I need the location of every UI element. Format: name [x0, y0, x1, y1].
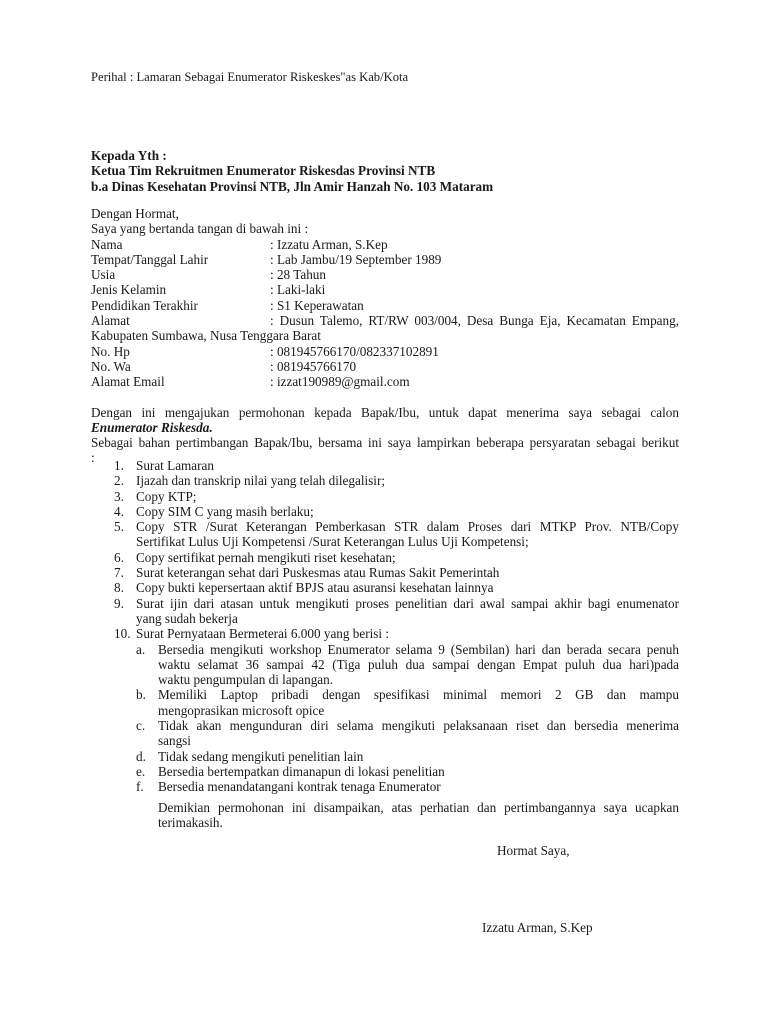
- list-text-cont: Sertifikat Lulus Uji Kompetensi /Surat Keterangan Lulus Uji Kompetensi;: [136, 534, 529, 550]
- list-text: Copy KTP;: [136, 488, 197, 504]
- field-value: : Laki-laki: [270, 282, 326, 298]
- field-label: Jenis Kelamin: [91, 282, 167, 298]
- field-row: [91, 344, 679, 359]
- sublist-letter: a.: [136, 641, 146, 657]
- closing-line-1: Demikian permohonan ini disampaikan, atas perhatian dan pertimbangannya saya ucapkan: [158, 800, 679, 815]
- list-item: [91, 519, 679, 550]
- sublist-letter: f.: [136, 779, 144, 795]
- spacer: [91, 390, 679, 405]
- list-item: [91, 458, 679, 473]
- field-label: Usia: [91, 267, 116, 283]
- list-item: [91, 565, 679, 580]
- paragraph-1-emphasis: Enumerator Riskesda.: [91, 419, 213, 435]
- field-value: : 28 Tahun: [270, 267, 326, 283]
- list-number: 9.: [114, 595, 124, 611]
- field-label: Pendidikan Terakhir: [91, 297, 198, 313]
- list-number: 8.: [114, 580, 124, 596]
- sublist-item: [136, 642, 679, 688]
- sublist-text-cont: mengoprasikan microsoft opice: [158, 702, 325, 718]
- letter-body: [91, 206, 679, 466]
- sign-greeting: Hormat Saya,: [497, 843, 570, 858]
- list-item: [91, 580, 679, 595]
- sublist-text: Tidak akan mengunduran diri selama mengikuti pelaksanaan riset dan bersedia menerima: [158, 718, 679, 734]
- field-row: [91, 267, 679, 282]
- field-row: [91, 282, 679, 297]
- field-value: : 081945766170: [270, 358, 357, 374]
- field-row: [91, 252, 679, 267]
- closing-paragraph: [158, 800, 679, 831]
- field-label: Alamat Email: [91, 374, 165, 390]
- sublist-letter: c.: [136, 718, 146, 734]
- list-text-cont: yang sudah bekerja: [136, 610, 238, 626]
- recipient-line-1: Kepada Yth :: [91, 148, 167, 163]
- greeting: Dengan Hormat,: [91, 206, 179, 221]
- list-text: Surat Pernyataan Bermeterai 6.000 yang berisi :: [136, 626, 390, 642]
- intro-line: Saya yang bertanda tangan di bawah ini :: [91, 221, 309, 237]
- list-text: Surat Lamaran: [136, 458, 214, 473]
- sublist-item: [136, 779, 679, 794]
- list-number: 4.: [114, 503, 124, 519]
- list-text: Copy bukti kepersertaan aktif BPJS atau asuransi kesehatan lainnya: [136, 580, 494, 596]
- list-text: Surat ijin dari atasan untuk mengikuti proses penelitian dari awal sampai akhir bagi enumenator: [136, 595, 679, 611]
- sublist-item: [136, 687, 679, 718]
- list-item: [91, 550, 679, 565]
- field-row: [91, 237, 679, 252]
- field-label: No. Wa: [91, 358, 131, 374]
- field-label: Tempat/Tanggal Lahir: [91, 251, 209, 267]
- sublist-text: Memiliki Laptop pribadi dengan spesifikasi minimal memori 2 GB dan mampu: [158, 687, 679, 703]
- subject-line: Perihal : Lamaran Sebagai Enumerator Riskeskes"as Kab/Kota: [91, 70, 409, 84]
- field-value: : 081945766170/082337102891: [270, 343, 439, 359]
- list-text: Copy SIM C yang masih berlaku;: [136, 503, 314, 519]
- sublist-text: Bersedia menandatangani kontrak tenaga Enumerator: [158, 779, 441, 795]
- paragraph-2-line-2: :: [91, 450, 95, 466]
- field-row: [91, 374, 679, 389]
- sublist-letter: b.: [136, 687, 146, 703]
- list-item: [91, 626, 679, 641]
- sublist-item: [136, 718, 679, 749]
- sublist-text-cont: waktu selamat 36 sampai 42 (Tiga puluh dua sampai dengan Empat puluh dua hari)pada: [158, 656, 679, 672]
- list-number: 1.: [114, 458, 124, 473]
- list-number: 7.: [114, 565, 124, 581]
- closing-line-2: terimakasih.: [158, 815, 223, 831]
- sign-name: Izzatu Arman, S.Kep: [482, 920, 593, 935]
- paragraph-2-line-1: Sebagai bahan pertimbangan Bapak/Ibu, bersama ini saya lampirkan beberapa persyaratan sebagai berikut: [91, 435, 679, 451]
- sublist-text-cont: sangsi: [158, 733, 191, 749]
- field-row-address: [91, 313, 679, 328]
- list-text: Copy sertifikat pernah mengikuti riset kesehatan;: [136, 549, 396, 565]
- recipient-block: [91, 148, 493, 194]
- list-number: 6.: [114, 549, 124, 565]
- field-value: : izzat190989@gmail.com: [270, 374, 410, 390]
- list-text: Surat keterangan sehat dari Puskesmas atau Rumas Sakit Pemerintah: [136, 565, 500, 581]
- sublist-letter: d.: [136, 748, 146, 764]
- sublist-text: Tidak sedang mengikuti penelitian lain: [158, 748, 364, 764]
- list-item: [91, 504, 679, 519]
- list-number: 2.: [114, 473, 124, 489]
- field-value: : S1 Keperawatan: [270, 297, 364, 313]
- recipient-line-2: Ketua Tim Rekruitmen Enumerator Riskesdas Provinsi NTB: [91, 163, 436, 179]
- sublist-letter: e.: [136, 763, 146, 779]
- sublist-item: [136, 764, 679, 779]
- field-label: No. Hp: [91, 343, 130, 359]
- recipient-line-3: b.a Dinas Kesehatan Provinsi NTB, Jln Amir Hanzah No. 103 Mataram: [91, 178, 494, 194]
- list-text: Copy STR /Surat Keterangan Pemberkasan STR dalam Proses dari MTKP Prov. NTB/Copy: [136, 519, 679, 535]
- list-number: 3.: [114, 488, 124, 504]
- list-item: [91, 596, 679, 627]
- field-label: Alamat: [91, 313, 130, 329]
- sublist-text-cont: waktu pengumpulan di lapangan.: [158, 672, 334, 688]
- paragraph-1-line-1: Dengan ini mengajukan permohonan kepada Bapak/Ibu, untuk dapat menerima saya sebagai calon: [91, 404, 679, 420]
- requirements-list: [91, 458, 679, 795]
- field-row: [91, 359, 679, 374]
- statement-sublist: [136, 642, 679, 795]
- field-row: [91, 298, 679, 313]
- field-label: Nama: [91, 236, 123, 252]
- sublist-text: Bersedia mengikuti workshop Enumerator selama 9 (Sembilan) hari dan berada secara penuh: [158, 641, 679, 657]
- list-item: [91, 489, 679, 504]
- list-number: 5.: [114, 519, 124, 535]
- sublist-item: [136, 749, 679, 764]
- address-continuation: Kabupaten Sumbawa, Nusa Tenggara Barat: [91, 328, 321, 344]
- field-value: : Izzatu Arman, S.Kep: [270, 236, 388, 252]
- field-value: : Dusun Talemo, RT/RW 003/004, Desa Bunga Eja, Kecamatan Empang,: [270, 313, 679, 329]
- list-item: [91, 473, 679, 488]
- list-number: 10.: [114, 626, 131, 642]
- list-text: Ijazah dan transkrip nilai yang telah dilegalisir;: [136, 473, 386, 489]
- sublist-text: Bersedia bertempatkan dimanapun di lokasi penelitian: [158, 763, 445, 779]
- field-value: : Lab Jambu/19 September 1989: [270, 251, 442, 267]
